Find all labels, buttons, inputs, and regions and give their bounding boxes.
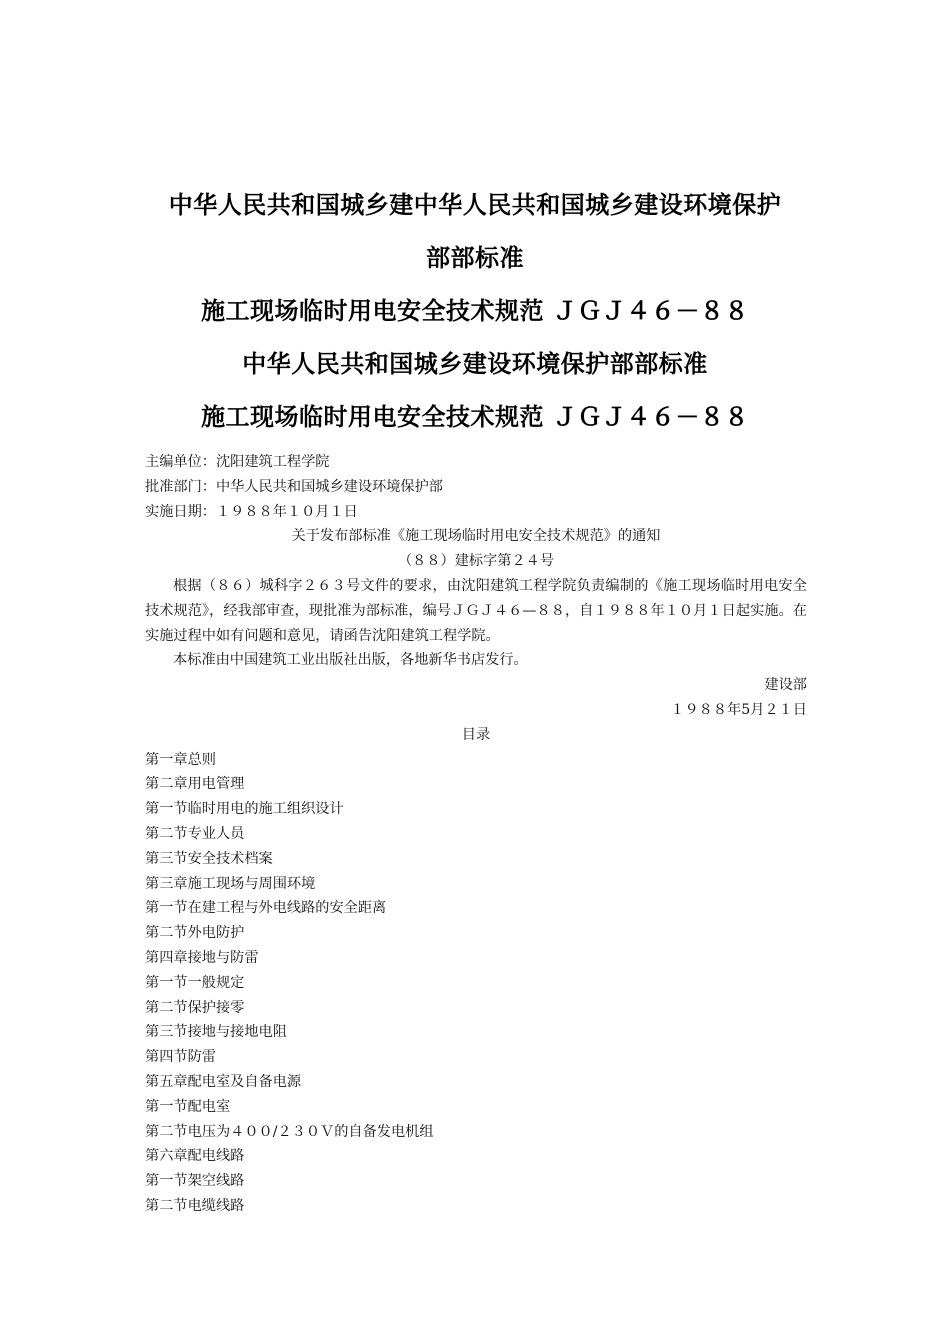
toc-item: 第二节电压为４００/２３０Ｖ的自备发电机组 xyxy=(145,1123,434,1140)
toc-item: 第一节架空线路 xyxy=(145,1173,245,1190)
toc-item: 第一节在建工程与外电线路的安全距离 xyxy=(145,900,387,917)
notice-signer: 建设部 xyxy=(764,677,807,694)
table-of-contents xyxy=(145,748,807,1219)
title-line-5: 施工现场临时用电安全技术规范 ＪＧＪ４６－８８ xyxy=(201,402,749,431)
notice-sign-date: １９８８年5月２１日 xyxy=(670,701,807,718)
notice-title: 关于发布部标准《施工现场临时用电安全技术规范》的通知 xyxy=(291,528,661,545)
toc-item: 第一节配电室 xyxy=(145,1098,231,1115)
toc-item: 第四章接地与防雷 xyxy=(145,949,259,966)
toc-item: 第五章配电室及自备电源 xyxy=(145,1073,302,1090)
toc-item: 第三节接地与接地电阻 xyxy=(145,1024,287,1041)
title-line-2: 部部标准 xyxy=(426,243,524,272)
toc-item: 第三章施工现场与周围环境 xyxy=(145,875,316,892)
notice-paragraph-2: 本标准由中国建筑工业出版社出版，各地新华书店发行。 xyxy=(173,652,528,669)
approving-department: 批准部门：中华人民共和国城乡建设环境保护部 xyxy=(145,478,443,495)
toc-heading: 目录 xyxy=(461,726,491,743)
notice-doc-number: （８８）建标字第２４号 xyxy=(397,553,555,570)
toc-item: 第三节安全技术档案 xyxy=(145,850,273,867)
title-line-3: 施工现场临时用电安全技术规范 ＪＧＪ４６－８８ xyxy=(201,296,749,325)
title-line-1: 中华人民共和国城乡建中华人民共和国城乡建设环境保护 xyxy=(168,190,782,219)
toc-item: 第一节一般规定 xyxy=(145,974,245,991)
toc-item: 第一章总则 xyxy=(145,751,216,768)
title-block xyxy=(0,178,950,443)
document-body xyxy=(145,450,807,1219)
title-line-4: 中华人民共和国城乡建设环境保护部部标准 xyxy=(242,349,708,378)
toc-item: 第二节保护接零 xyxy=(145,999,245,1016)
toc-item: 第二节电缆线路 xyxy=(145,1197,245,1214)
toc-item: 第二章用电管理 xyxy=(145,776,245,793)
toc-item: 第一节临时用电的施工组织设计 xyxy=(145,801,344,818)
effective-date: 实施日期：１９８８年１０月１日 xyxy=(145,503,358,520)
toc-item: 第二节专业人员 xyxy=(145,825,245,842)
toc-item: 第六章配电线路 xyxy=(145,1148,245,1165)
toc-item: 第四节防雷 xyxy=(145,1049,216,1066)
editor-unit: 主编单位：沈阳建筑工程学院 xyxy=(145,454,330,470)
toc-item: 第二节外电防护 xyxy=(145,925,245,942)
notice-paragraph-1: 根据（８６）城科字２６３号文件的要求，由沈阳建筑工程学院负责编制的《施工现场临时用电安全技术规范》，经我部审查，现批准为部标准，编号ＪＧＪ４６—８８，自１９８８年１０月１日起实施。在实施过程中如有问题和意见，请函告沈阳建筑工程学院。 xyxy=(145,577,807,644)
